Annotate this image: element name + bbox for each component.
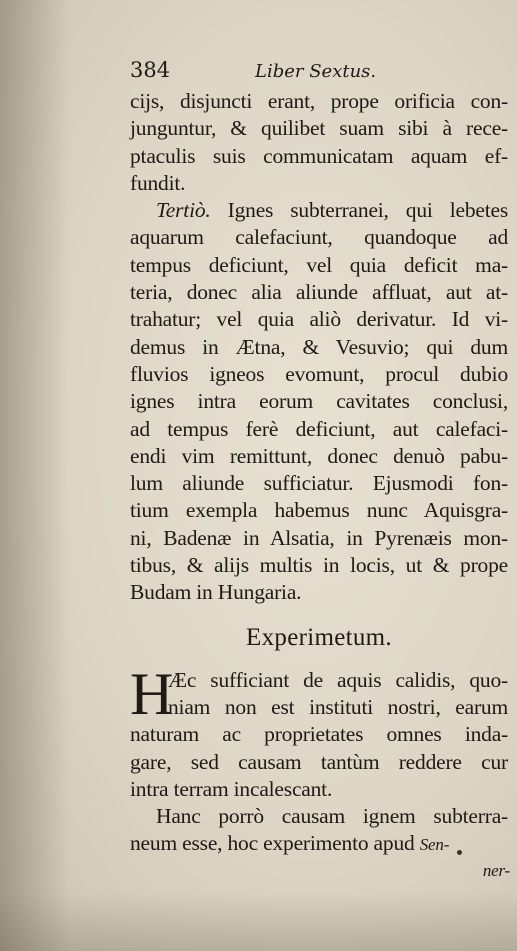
text-line: intra terram incalescant. [130,776,333,801]
text-line: gare, sed causam tantùm reddere cur [130,749,508,774]
paragraph-tertio [130,197,508,606]
text-line: naturam ac proprietates omnes inda- [130,722,508,747]
text-line [130,830,510,881]
text-line: tium exempla habemus nunc Aquisgra- [130,498,508,523]
text-line: lum aliunde sufficiatur. Ejusmodi fon- [130,471,508,496]
text-line: trahatur; vel quia aliò derivatur. Id vi- [130,307,508,332]
text-line: ptaculis suis communicatam aquam ef- [130,143,508,168]
text-line: demus in Ætna, & Vesuvio; qui dum [130,334,508,359]
page-number: 384 [130,58,171,82]
text-line: ignes intra eorum cavitates conclusi, [130,389,508,414]
text-line: ad tempus ferè deficiunt, aut calefaci- [130,416,508,441]
text-line: aquarum calefaciunt, quandoque ad [130,225,508,250]
catchword: ner- [482,861,510,881]
text-line: endi vim remittunt, donec denuò pabu- [130,443,508,468]
text-run-italic: Sen- [419,835,450,855]
text-line: teria, donec alia aliunde affluat, aut at- [130,280,508,305]
text-line: Hanc porrò causam ignem subterra- [156,804,508,829]
running-title: Liber Sextus. [255,61,377,82]
text-line: fluvios igneos evomunt, procul dubio [130,361,508,386]
text-line [130,197,508,224]
running-head [130,58,508,88]
paragraph-experimentum [130,660,508,803]
text-run: Ignes subterranei, qui lebetes [210,198,508,223]
text-block [130,58,510,881]
text-line: Budam in Hungaria. [130,580,302,605]
text-line: cijs, disjuncti erant, prope orificia con- [130,89,508,113]
text-line: niam non est instituti nostri, earum [168,694,508,719]
paragraph-hanc [130,803,510,881]
text-line: tempus deficiunt, vel quia deficit ma- [130,252,508,277]
gutter-shadow [0,0,70,951]
section-heading: Experimetum. [246,623,392,651]
text-run: neum esse, hoc experimento apud [130,831,415,856]
paragraph-lead: Tertiò. [156,198,211,223]
text-line: tibus, & alijs multis in locis, ut & prope [130,553,508,578]
bottom-shadow [0,891,517,951]
drop-cap: H [130,660,174,727]
text-line: ni, Badenæ in Alsatia, in Pyrenæis mon- [130,525,508,550]
text-line: junguntur, & quilibet suam sibi à rece- [130,116,508,141]
text-line: Æc sufficiant de aquis calidis, quo- [168,667,508,692]
ink-dot [457,850,462,855]
paragraph-continued [130,88,508,197]
text-line: fundit. [130,170,186,195]
